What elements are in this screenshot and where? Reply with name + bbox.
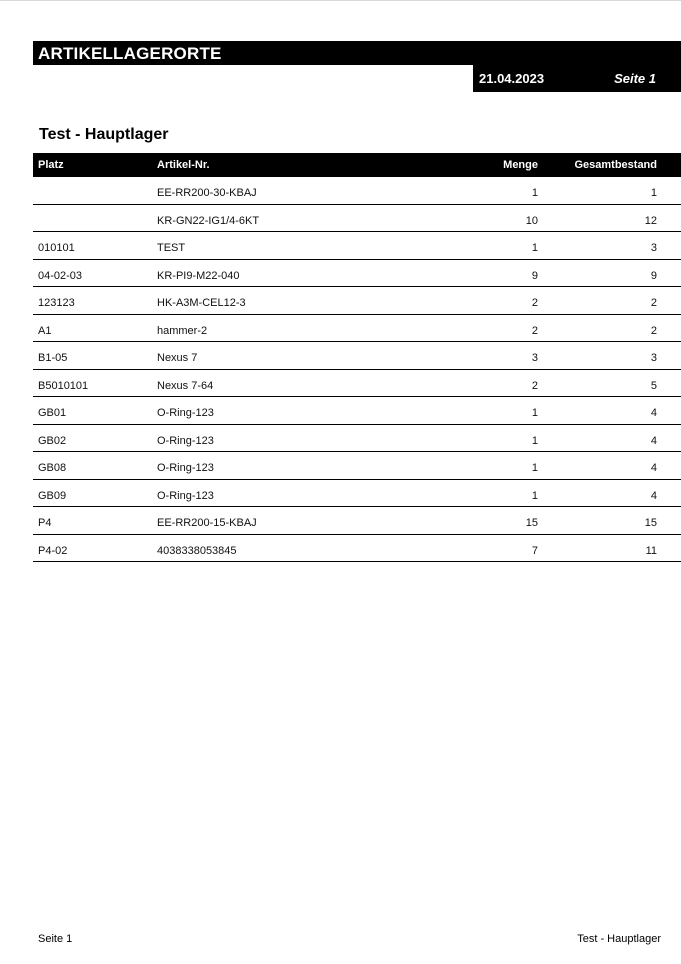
cell-menge: 1: [531, 489, 538, 502]
cell-artikel: KR-PI9-M22-040: [157, 269, 240, 282]
cell-artikel: EE-RR200-15-KBAJ: [157, 517, 257, 529]
header-menge: Menge: [503, 159, 538, 171]
cell-gesamtbestand: 5: [650, 379, 657, 392]
cell-artikel: KR-GN22-IG1/4-6KT: [157, 214, 260, 227]
cell-gesamtbestand: 4: [650, 407, 657, 419]
footer-warehouse: Test - Hauptlager: [577, 933, 661, 945]
table-row: [33, 260, 681, 288]
cell-menge: 10: [525, 214, 538, 227]
report-date: 21.04.2023: [479, 71, 545, 86]
cell-gesamtbestand: 4: [650, 462, 657, 474]
cell-menge: 2: [531, 324, 538, 337]
cell-artikel: 4038338053845: [157, 544, 237, 557]
cell-gesamtbestand: 15: [644, 517, 657, 529]
cell-gesamtbestand: 11: [645, 544, 657, 557]
cell-menge: 1: [531, 462, 538, 474]
cell-artikel: O-Ring-123: [157, 407, 214, 419]
cell-gesamtbestand: 2: [650, 297, 657, 309]
footer-page-number: Seite 1: [38, 933, 73, 945]
cell-gesamtbestand: 3: [650, 352, 657, 364]
cell-artikel: HK-A3M-CEL12-3: [157, 297, 246, 309]
cell-gesamtbestand: 12: [644, 214, 657, 227]
table-row: [33, 315, 681, 343]
report-title: ARTIKELLAGERORTE: [38, 44, 222, 63]
cell-gesamtbestand: 9: [650, 269, 657, 282]
header-platz: Platz: [38, 159, 64, 171]
report-title-bar: [33, 41, 681, 65]
table-row: [33, 452, 681, 480]
table-body: [33, 177, 681, 562]
table-row: [33, 287, 681, 315]
cell-platz: B5010101: [38, 379, 89, 392]
header-gesamtbestand: Gesamtbestand: [574, 159, 657, 171]
cell-artikel: EE-RR200-30-KBAJ: [157, 187, 257, 199]
table-row: [33, 425, 681, 453]
cell-menge: 1: [531, 407, 538, 419]
cell-gesamtbestand: 4: [650, 489, 657, 502]
cell-menge: 1: [531, 187, 538, 199]
warehouse-heading: Test - Hauptlager: [39, 126, 169, 143]
cell-artikel: TEST: [157, 242, 186, 254]
cell-menge: 3: [531, 352, 538, 364]
table-row: [33, 205, 681, 233]
table-row: [33, 535, 681, 563]
cell-artikel: O-Ring-123: [157, 489, 214, 502]
table-row: [33, 177, 681, 205]
cell-menge: 9: [531, 269, 538, 282]
cell-platz: A1: [38, 324, 52, 337]
cell-gesamtbestand: 2: [650, 324, 657, 337]
cell-platz: 04-02-03: [38, 269, 83, 282]
cell-menge: 2: [531, 379, 538, 392]
cell-menge: 1: [531, 434, 538, 447]
page-top-rule: [0, 0, 681, 1]
stock-locations-table: [33, 153, 681, 562]
table-header: [33, 153, 681, 177]
table-row: [33, 232, 681, 260]
cell-platz: 010101: [38, 242, 75, 254]
cell-menge: 15: [525, 517, 538, 529]
cell-gesamtbestand: 1: [650, 187, 657, 199]
cell-artikel: O-Ring-123: [157, 462, 214, 474]
report-date-box: [473, 65, 681, 92]
cell-platz: GB08: [38, 462, 67, 474]
report-page-number: Seite 1: [614, 71, 656, 86]
cell-menge: 7: [531, 544, 538, 557]
header-artikel: Artikel-Nr.: [157, 159, 210, 171]
cell-artikel: Nexus 7: [157, 352, 198, 364]
cell-platz: P4-02: [38, 544, 68, 557]
cell-gesamtbestand: 3: [650, 242, 657, 254]
table-row: [33, 370, 681, 398]
cell-artikel: Nexus 7-64: [157, 379, 214, 392]
cell-gesamtbestand: 4: [650, 434, 657, 447]
table-row: [33, 342, 681, 370]
table-row: [33, 397, 681, 425]
table-row: [33, 507, 681, 535]
cell-platz: GB09: [38, 489, 67, 502]
cell-menge: 2: [531, 297, 538, 309]
cell-platz: GB02: [38, 434, 67, 447]
cell-platz: 123123: [38, 297, 75, 309]
cell-platz: B1-05: [38, 352, 68, 364]
cell-artikel: O-Ring-123: [157, 434, 214, 447]
cell-menge: 1: [531, 242, 538, 254]
cell-platz: P4: [38, 517, 52, 529]
table-row: [33, 480, 681, 508]
cell-artikel: hammer-2: [157, 324, 208, 337]
cell-platz: GB01: [38, 407, 67, 419]
